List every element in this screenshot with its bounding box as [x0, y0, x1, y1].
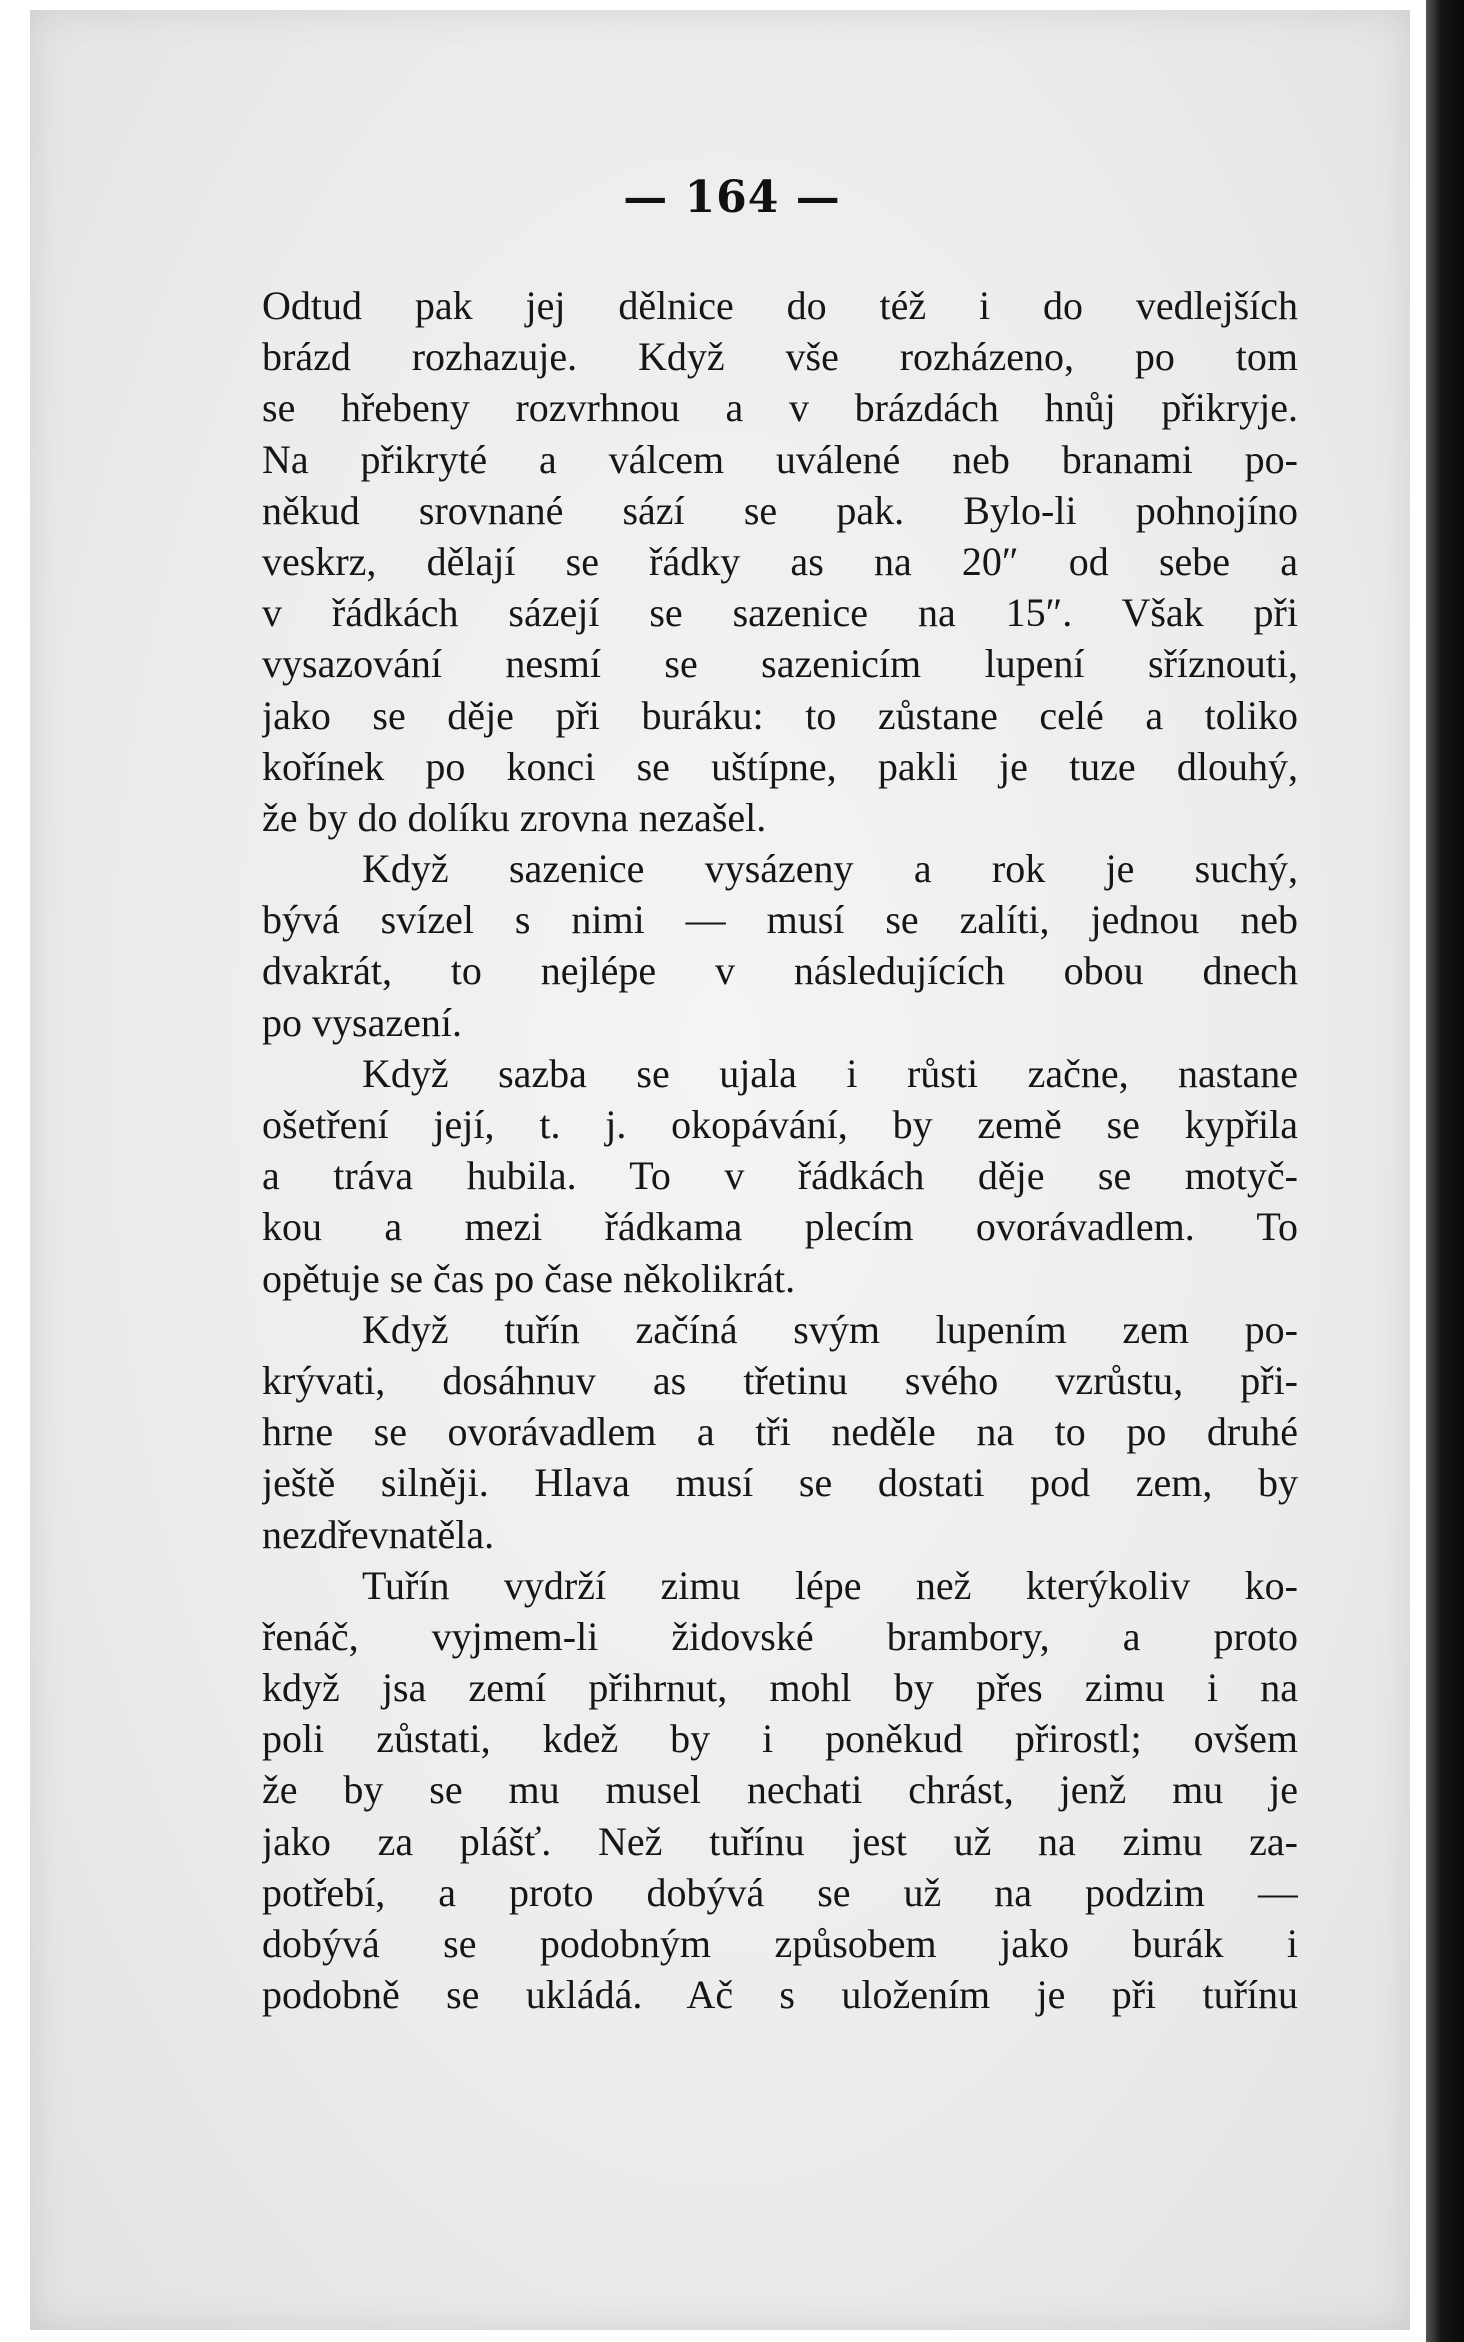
text-line: dvakrát, to nejlépe v následujících obou dnech — [262, 948, 1298, 994]
text-line: ještě silněji. Hlava musí se dostati pod zem, by — [262, 1460, 1298, 1506]
text-line: Když tuřín začíná svým lupením zem po- — [362, 1306, 1298, 1352]
text-line: Na přikryté a válcem uválené neb branami po- — [262, 436, 1298, 482]
text-line: jako za plášť. Než tuřínu jest už na zimu za- — [262, 1818, 1298, 1864]
text-line: brázd rozhazuje. Když vše rozházeno, po tom — [262, 334, 1298, 380]
text-line: nezdřevnatěla. — [262, 1511, 495, 1557]
text-line: jako se děje při buráku: to zůstane celé a toliko — [262, 692, 1298, 738]
book-spine — [1426, 0, 1464, 2342]
text-line: bývá svízel s nimi — musí se zalíti, jednou neb — [262, 897, 1298, 943]
text-line: když jsa zemí přihrnut, mohl by přes zimu i na — [262, 1665, 1298, 1711]
text-line: podobně se ukládá. Ač s uložením je při tuřínu — [262, 1972, 1298, 2018]
text-line: v řádkách sázejí se sazenice na 15″. Však při — [262, 590, 1298, 636]
text-line: Když sazenice vysázeny a rok je suchý, — [362, 846, 1298, 892]
text-line: že by se mu musel nechati chrást, jenž mu je — [262, 1767, 1298, 1813]
text-line: se hřebeny rozvrhnou a v brázdách hnůj přikryje. — [262, 385, 1298, 431]
text-line: potřebí, a proto dobývá se už na podzim — — [262, 1869, 1298, 1915]
text-line: kou a mezi řádkama plecím ovorávadlem. To — [262, 1204, 1298, 1250]
page-text — [262, 280, 1298, 2020]
text-line: hrne se ovorávadlem a tři neděle na to po druhé — [262, 1409, 1298, 1455]
text-line: že by do dolíku zrovna nezašel. — [262, 794, 767, 840]
text-line: Když sazba se ujala i růsti začne, nastane — [362, 1050, 1298, 1096]
text-line: Tuřín vydrží zimu lépe než kterýkoliv ko- — [362, 1562, 1298, 1608]
text-line: někud srovnané sází se pak. Bylo-li pohnojíno — [262, 487, 1298, 533]
text-line: a tráva hubila. To v řádkách děje se motyč- — [262, 1153, 1298, 1199]
text-line: po vysazení. — [262, 999, 462, 1045]
text-line: poli zůstati, kdež by i poněkud přirostl; ovšem — [262, 1716, 1298, 1762]
page-number: — 164 — — [623, 172, 841, 223]
text-line: dobývá se podobným způsobem jako burák i — [262, 1921, 1298, 1966]
text-line: řenáč, vyjmem-li židovské brambory, a proto — [262, 1613, 1298, 1659]
text-line: kořínek po konci se uštípne, pakli je tuze dlouhý, — [262, 743, 1298, 789]
text-line: opětuje se čas po čase několikrát. — [262, 1255, 796, 1301]
text-line: Odtud pak jej dělnice do též i do vedlejších — [262, 283, 1298, 328]
text-line: veskrz, dělají se řádky as na 20″ od sebe a — [262, 538, 1298, 584]
text-line: vysazování nesmí se sazenicím lupení sříznouti, — [262, 641, 1298, 687]
text-line: krývati, dosáhnuv as třetinu svého vzrůstu, při- — [262, 1357, 1298, 1403]
text-line: ošetření její, t. j. okopávání, by země se kypřila — [262, 1102, 1298, 1147]
